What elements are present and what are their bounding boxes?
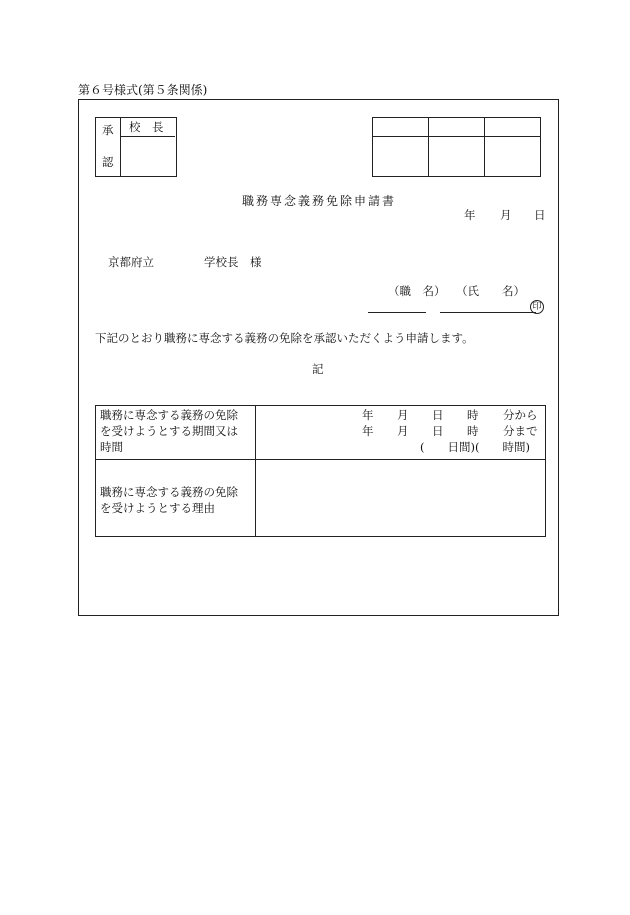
to-hour: 時	[467, 424, 479, 438]
page-title: 職務専念義務免除申請書	[242, 194, 397, 208]
reason-label-line1: 職務に専念する義務の免除	[100, 485, 238, 499]
from-hour: 時	[467, 408, 479, 422]
period-label-line1: 職務に専念する義務の免除	[100, 408, 238, 422]
position-underline	[368, 312, 426, 313]
reason-label-line2: を受けようとする理由	[100, 501, 215, 515]
period-totals: ( 日間)( 時間)	[420, 440, 530, 454]
period-label-line2: を受けようとする期間又は	[100, 424, 238, 438]
period-label-line3: 時間	[100, 440, 123, 454]
form-number-label: 第６号様式(第５条関係)	[78, 83, 208, 97]
from-year: 年	[362, 408, 374, 422]
from-minute: 分から	[503, 408, 538, 422]
reason-field[interactable]	[258, 462, 542, 533]
addressee-suffix: 学校長 様	[204, 255, 262, 269]
stamp-grid-row	[372, 136, 540, 137]
name-underline	[440, 312, 536, 313]
to-day: 日	[432, 424, 444, 438]
to-minute: 分まで	[503, 424, 538, 438]
table-col-divider	[255, 405, 256, 536]
date-day: 日	[534, 208, 546, 222]
approval-label-top: 承	[102, 123, 114, 137]
stamp-grid	[372, 117, 541, 177]
from-day: 日	[432, 408, 444, 422]
approval-divider	[120, 117, 121, 176]
date-month: 月	[500, 208, 512, 222]
stamp-grid-col2	[484, 117, 485, 176]
stamp-grid-col1	[428, 117, 429, 176]
to-month: 月	[397, 424, 409, 438]
principal-label: 校 長	[129, 120, 164, 134]
period-field[interactable]	[258, 408, 542, 457]
seal-mark: 印	[530, 300, 544, 314]
applicant-position-label: （職 名）	[388, 284, 446, 298]
applicant-name-label: （氏 名）	[456, 284, 525, 298]
date-year: 年	[464, 208, 476, 222]
ki-heading: 記	[312, 362, 324, 376]
approval-label-bottom: 認	[102, 155, 114, 169]
approval-row-divider	[120, 136, 175, 137]
table-row-divider	[95, 459, 545, 460]
addressee-prefix: 京都府立	[108, 255, 154, 269]
request-statement: 下記のとおり職務に専念する義務の免除を承認いただくよう申請します。	[95, 331, 474, 345]
from-month: 月	[397, 408, 409, 422]
to-year: 年	[362, 424, 374, 438]
